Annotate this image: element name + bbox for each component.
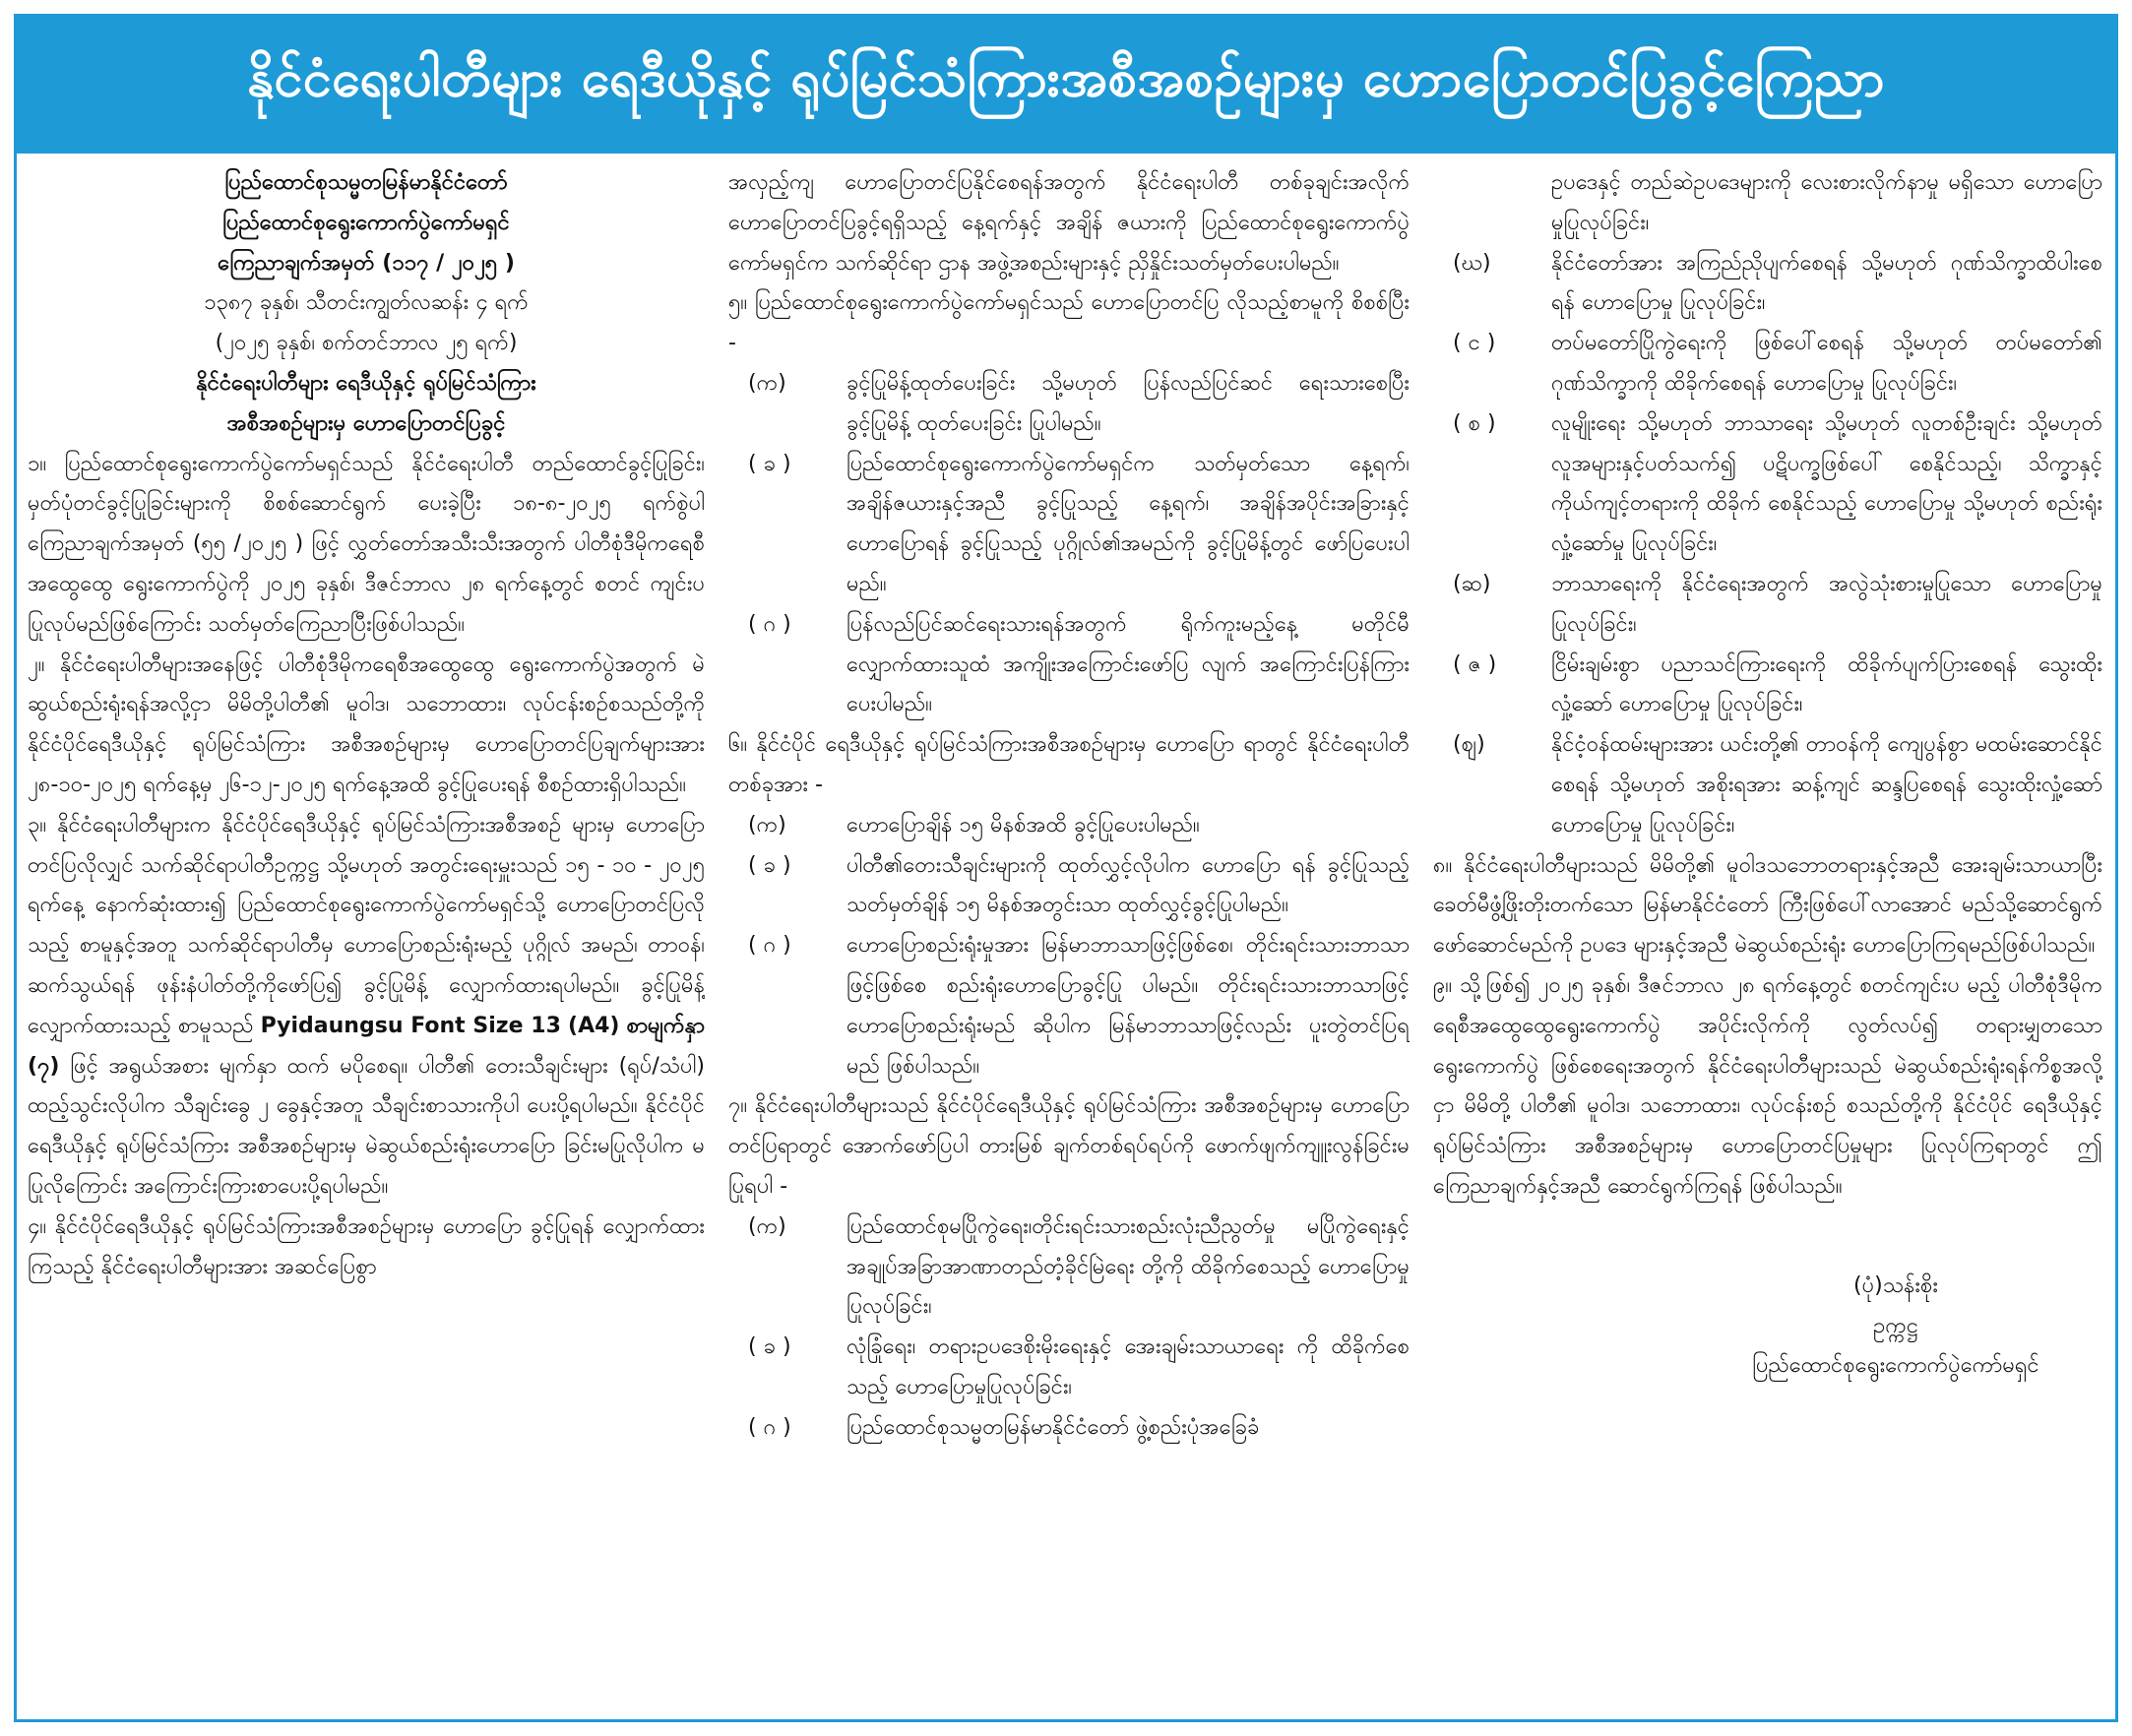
signature-name: (ပုံ)သန်းစိုး — [1853, 1272, 1938, 1298]
font-spec: Pyidaungsu Font Size 13 — [260, 1013, 561, 1038]
list-item-text: နိုင်ငံ့ဝန်ထမ်းများအား ယင်းတို့၏ တာဝန်ကို ကျေပွန်စွာ မထမ်းဆောင်နိုင်စေရန် သို့မဟုတ် အစိုးရအား ဆန့်ကျင် ဆန္ဒပြစေရန် သွေးထိုးလှုံ့ဆော် ဟောပြောမှု ပြုလုပ်ခြင်း၊ — [1551, 732, 2102, 837]
list-item-label: (ဆ) — [1453, 571, 1491, 596]
list-item-label: ( ဇ ) — [1453, 651, 1497, 677]
list-item-label: ( ခ ) — [748, 1334, 791, 1360]
paragraph-8: ၈။ နိုင်ငံရေးပါတီများသည် မိမိတို့၏ မူဝါဒသဘောတရားနှင့်အညီ အေးချမ်းသာယာပြီး ခေတ်မီဖွံ့ဖြိုးတိုးတက်သော မြန်မာနိုင်ငံတော် ကြီးဖြစ်ပေါ်လာအောင် မည်သို့ဆောင်ရွက်ဖော်ဆောင်မည်ကို ဥပဒေ များနှင့်အညီ မဲဆွယ်စည်းရုံး ဟောပြောကြရမည်ဖြစ်ပါသည်။ — [1433, 852, 2102, 959]
paragraph-1: ၁။ ပြည်ထောင်စုရွေးကောက်ပွဲကော်မရှင်သည် နိုင်ငံရေးပါတီ တည်ထောင်ခွင့်ပြုခြင်း၊ မှတ်ပုံတင်ခွင့်ပြုခြင်းများကို စိစစ်ဆောင်ရွက် ပေးခဲ့ပြီး ၁၈-၈-၂၀၂၅ ရက်စွဲပါ ကြေညာချက်အမှတ် (၅၅ /၂၀၂၅ ) ဖြင့် လွှတ်တော်အသီးသီးအတွက် ပါတီစုံဒီမိုကရေစီအထွေထွေ ရွေးကောက်ပွဲကို ၂၀၂၅ ခုနှစ်၊ ဒီဇင်ဘာလ ၂၈ ရက်နေ့တွင် စတင် ကျင်းပပြုလုပ်မည်ဖြစ်ကြောင်း သတ်မှတ်ကြေညာပြီးဖြစ်ပါသည်။ — [28, 451, 705, 637]
list-item-text: ငြိမ်းချမ်းစွာ ပညာသင်ကြားရေးကို ထိခိုက်ပျက်ပြားစေရန် သွေးထိုးလှုံ့ဆော် ဟောပြောမှု ပြုလုပ်ခြင်း၊ — [1551, 651, 2102, 717]
signature-organization: ပြည်ထောင်စုရွေးကောက်ပွဲကော်မရှင် — [1752, 1353, 2039, 1379]
paragraph-3 — [28, 806, 705, 1208]
list-item-label: ( ခ ) — [748, 852, 791, 878]
list-item — [728, 1208, 1410, 1328]
list-item — [728, 806, 1410, 846]
header-country: ပြည်ထောင်စုသမ္မတမြန်မာနိုင်ငံတော် — [224, 170, 508, 195]
list-item — [728, 1408, 1410, 1449]
list-item-label: ( စ ) — [1453, 410, 1496, 436]
header-gregorian-date: (၂၀၂၅ ခုနှစ်၊ စက်တင်ဘာလ ၂၅ ရက်) — [215, 331, 518, 356]
list-item-text: ပါတီ၏တေးသီချင်းများကို ထုတ်လွှင့်လိုပါက ဟောပြော ရန် ခွင့်ပြုသည့် သတ်မှတ်ချိန် ၁၅ မိနစ်အတွင်းသာ ထုတ်လွှင့်ခွင့်ပြုပါမည်။ — [847, 852, 1410, 918]
header-subject-line1: နိုင်ငံရေးပါတီများ ရေဒီယိုနှင့် ရုပ်မြင်သံကြား — [196, 370, 536, 396]
list-item — [1433, 725, 2102, 845]
paragraph-3-text-b: ဖြင့် အရွယ်အစား မျက်နှာ ထက် မပိုစေရ။ ပါတီ၏ တေးသီချင်းများ (ရုပ်/သံပါ) ထည့်သွင်းလိုပါက သီချင်းခွေ ၂ ခွေနှင့်အတူ သီချင်းစာသားကိုပါ ပေးပို့ရပါမည်။ နိုင်ငံပိုင် ရေဒီယိုနှင့် ရုပ်မြင်သံကြား အစီအစဉ်များမှ မဲဆွယ်စည်းရုံးဟောပြော ခြင်းမပြုလိုပါက မပြုလိုကြောင်း အကြောင်းကြားစာပေးပို့ရပါမည်။ — [28, 1053, 705, 1199]
paragraph-9: ၉။ သို့ဖြစ်၍ ၂၀၂၅ ခုနှစ်၊ ဒီဇင်ဘာလ ၂၈ ရက်နေ့တွင် စတင်ကျင်းပ မည့် ပါတီစုံဒီမိုကရေစီအထွေထွေရွေးကောက်ပွဲ အပိုင်းလိုက်ကို လွတ်လပ်၍ တရားမျှတသော ရွေးကောက်ပွဲ ဖြစ်စေရေးအတွက် နိုင်ငံရေးပါတီများသည် မဲဆွယ်စည်းရုံးရန်ကိစ္စအလို့ငှာ မိမိတို့ ပါတီ၏ မူဝါဒ၊ သဘောထား၊ လုပ်ငန်းစဉ် စသည်တို့ကို နိုင်ငံပိုင် ရေဒီယိုနှင့် ရုပ်မြင်သံကြား အစီအစဉ်များမှ ဟောပြောတင်ပြမှုများ ပြုလုပ်ကြရာတွင် ဤကြေညာချက်နှင့်အညီ ဆောင်ရွက်ကြရန် ဖြစ်ပါသည်။ — [1433, 972, 2102, 1199]
list-item-continued — [1433, 163, 2102, 244]
list-item — [1433, 244, 2102, 325]
header-myanmar-date: ၁၃၈၇ ခုနှစ်၊ သီတင်းကျွတ်လဆန်း ၄ ရက် — [204, 290, 529, 316]
list-item-text: လူမျိုးရေး သို့မဟုတ် ဘာသာရေး သို့မဟုတ် လူတစ်ဦးချင်း သို့မဟုတ် လူအများနှင့်ပတ်သက်၍ ပဋိပက္ခဖြစ်ပေါ် စေနိုင်သည့်၊ သိက္ခာနှင့် ကိုယ်ကျင့်တရားကို ထိခိုက် စေနိုင်သည့် ဟောပြောမှု သို့မဟုတ် စည်းရုံးလှုံ့ဆော်မှု ပြုလုပ်ခြင်း၊ — [1551, 410, 2102, 557]
announcement-header — [28, 163, 705, 445]
list-item-text: ပြည်ထောင်စုမပြိုကွဲရေး၊တိုင်းရင်းသားစည်းလုံးညီညွတ်မှု မပြိုကွဲရေးနှင့် အချုပ်အခြာအာဏာတည်တံ့ခိုင်မြဲရေး တို့ကို ထိခိုက်စေသည့် ဟောပြောမှု ပြုလုပ်ခြင်း၊ — [847, 1213, 1410, 1320]
list-item-label: ( ဂ ) — [748, 1414, 791, 1440]
list-item — [728, 445, 1410, 605]
list-item — [728, 605, 1410, 725]
header-commission: ပြည်ထောင်စုရွေးကောက်ပွဲကော်မရှင် — [222, 210, 510, 235]
paragraph-7: ၇။ နိုင်ငံရေးပါတီများသည် နိုင်ငံပိုင်ရေဒီယိုနှင့် ရုပ်မြင်သံကြား အစီအစဉ်များမှ ဟောပြောတင်ပြရာတွင် အောက်ဖော်ပြပါ တားမြစ် ချက်တစ်ရပ်ရပ်ကို ဖောက်ဖျက်ကျူးလွန်ခြင်းမပြုရပါ - — [728, 1093, 1410, 1199]
paper-size: (A4) — [568, 1013, 620, 1038]
paragraph-5: ၅။ ပြည်ထောင်စုရွေးကောက်ပွဲကော်မရှင်သည် ဟောပြောတင်ပြ လိုသည့်စာမူကို စိစစ်ပြီး - — [728, 290, 1410, 356]
list-item-text: ဥပဒေနှင့် တည်ဆဲဥပဒေများကို လေးစားလိုက်နာမှု မရှိသော ဟောပြောမှုပြုလုပ်ခြင်း၊ — [1551, 170, 2102, 235]
list-item-text: တပ်မတော်ပြိုကွဲရေးကို ဖြစ်ပေါ်စေရန် သို့မဟုတ် တပ်မတော်၏ ဂုဏ်သိက္ခာကို ထိခိုက်စေရန် ဟောပြောမှု ပြုလုပ်ခြင်း၊ — [1551, 331, 2102, 396]
list-item — [728, 846, 1410, 927]
list-item — [1433, 565, 2102, 646]
list-item — [1433, 646, 2102, 726]
header-announcement-number: ကြေညာချက်အမှတ် (၁၁၇ / ၂၀၂၅ ) — [218, 250, 515, 276]
title-banner — [14, 14, 2118, 154]
list-item-label: (က) — [748, 812, 786, 837]
list-item-text: ခွင့်ပြုမိန့်ထုတ်ပေးခြင်း သို့မဟုတ် ပြန်လည်ပြင်ဆင် ရေးသားစေပြီး ခွင့်ပြုမိန့် ထုတ်ပေးခြင်း ပြုပါမည်။ — [847, 370, 1410, 436]
list-item — [728, 926, 1410, 1086]
list-item-label: ( ဂ ) — [748, 611, 791, 637]
page-title: နိုင်ငံရေးပါတီများ ရေဒီယိုနှင့် ရုပ်မြင်သံကြားအစီအစဉ်များမှ ဟောပြောတင်ပြခွင့်ကြေညာ — [246, 49, 1886, 108]
list-item-text: ဟောပြောချိန် ၁၅ မိနစ်အထိ ခွင့်ပြုပေးပါမည်။ — [847, 812, 1200, 837]
list-item-label: (ဃ) — [1453, 250, 1491, 276]
paragraph-6: ၆။ နိုင်ငံပိုင် ရေဒီယိုနှင့် ရုပ်မြင်သံကြားအစီအစဉ်များမှ ဟောပြော ရာတွင် နိုင်ငံရေးပါတီ တစ်ခုအား - — [728, 732, 1410, 797]
paragraph-4: ၄။ နိုင်ငံပိုင်ရေဒီယိုနှင့် ရုပ်မြင်သံကြားအစီအစဉ်များမှ ဟောပြော ခွင့်ပြုရန် လျှောက်ထားကြသည့် နိုင်ငံရေးပါတီများအား အဆင်ပြေစွာ — [28, 1213, 705, 1279]
paragraph-4-continued: အလှည့်ကျ ဟောပြောတင်ပြနိုင်စေရန်အတွက် နိုင်ငံရေးပါတီ တစ်ခုချင်းအလိုက် ဟောပြောတင်ပြခွင့်ရရှိသည့် နေ့ရက်နှင့် အချိန် ဇယားကို ပြည်ထောင်စုရွေးကောက်ပွဲကော်မရှင်က သက်ဆိုင်ရာ ဌာန အဖွဲ့အစည်းများနှင့် ညှိနှိုင်းသတ်မှတ်ပေးပါမည်။ — [728, 170, 1410, 276]
list-item — [728, 364, 1410, 445]
column-3 — [1433, 163, 2102, 1708]
list-item-label: ( င ) — [1453, 331, 1496, 356]
list-item-text: ပြည်ထောင်စုရွေးကောက်ပွဲကော်မရှင်က သတ်မှတ်သော နေ့ရက်၊ အချိန်ဇယားနှင့်အညီ ခွင့်ပြုသည့် နေ့ရက်၊ အချိန်အပိုင်းအခြားနှင့် ဟောပြောရန် ခွင့်ပြုသည့် ပုဂ္ဂိုလ်၏အမည်ကို ခွင့်ပြုမိန့်တွင် ဖော်ပြပေးပါမည်။ — [847, 451, 1410, 596]
list-item-text: ပြည်ထောင်စုသမ္မတမြန်မာနိုင်ငံတော် ဖွဲ့စည်းပုံအခြေခံ — [847, 1414, 1260, 1440]
list-item-text: ဘာသာရေးကို နိုင်ငံရေးအတွက် အလွဲသုံးစားမှုပြုသော ဟောပြောမှုပြုလုပ်ခြင်း၊ — [1551, 571, 2102, 637]
list-item — [728, 1328, 1410, 1408]
list-item-label: ( ဂ ) — [748, 933, 791, 959]
paragraph-3-text-a: ၃။ နိုင်ငံရေးပါတီများက နိုင်ငံပိုင်ရေဒီယိုနှင့် ရုပ်မြင်သံကြားအစီအစဉ် များမှ ဟောပြော တင်ပြလိုလျှင် သက်ဆိုင်ရာပါတီဥက္ကဋ္ဌ သို့မဟုတ် အတွင်းရေးမှူးသည် ၁၅ - ၁၀ - ၂၀၂၅ ရက်နေ့ နောက်ဆုံးထား၍ ပြည်ထောင်စုရွေးကောက်ပွဲကော်မရှင်သို့ ဟောပြောတင်ပြလိုသည့် စာမူနှင့်အတူ သက်ဆိုင်ရာပါတီမှ ဟောပြောစည်းရုံးမည့် ပုဂ္ဂိုလ် အမည်၊ တာဝန်၊ ဆက်သွယ်ရန် ဖုန်းနံပါတ်တို့ကိုဖော်ပြ၍ ခွင့်ပြုမိန့် လျှောက်ထားရပါမည်။ ခွင့်ပြုမိန့် လျှောက်ထားသည့် စာမူသည် — [28, 812, 705, 1038]
header-subject-line2: အစီအစဉ်များမှ ဟောပြောတင်ပြခွင့် — [226, 410, 506, 436]
column-1 — [28, 163, 705, 1708]
list-item-label: (က) — [748, 370, 786, 396]
list-item-text: နိုင်ငံတော်အား အကြည်ညိုပျက်စေရန် သို့မဟုတ် ဂုဏ်သိက္ခာထိပါးစေရန် ဟောပြောမှု ပြုလုပ်ခြင်း၊ — [1551, 250, 2102, 316]
list-item — [1433, 324, 2102, 404]
list-item — [1433, 404, 2102, 565]
column-2 — [728, 163, 1410, 1708]
list-item-label: ( ခ ) — [748, 451, 791, 476]
list-item-text: လုံခြုံရေး၊ တရားဥပဒေစိုးမိုးရေးနှင့် အေးချမ်းသာယာရေး ကို ထိခိုက်စေသည့် ဟောပြောမှုပြုလုပ်ခြင်း၊ — [847, 1334, 1410, 1399]
signature-title: ဥက္ကဋ္ဌ — [1873, 1313, 1918, 1338]
list-item-text: ဟောပြောစည်းရုံးမှုအား မြန်မာဘာသာဖြင့်ဖြစ်စေ၊ တိုင်းရင်းသားဘာသာဖြင့်ဖြစ်စေ စည်းရုံးဟောပြောခွင့်ပြု ပါမည်။ တိုင်းရင်းသားဘာသာဖြင့် ဟောပြောစည်းရုံးမည် ဆိုပါက မြန်မာဘာသာဖြင့်လည်း ပူးတွဲတင်ပြရမည် ဖြစ်ပါသည်။ — [847, 933, 1410, 1079]
paragraph-2: ၂။ နိုင်ငံရေးပါတီများအနေဖြင့် ပါတီစုံဒီမိုကရေစီအထွေထွေ ရွေးကောက်ပွဲအတွက် မဲဆွယ်စည်းရုံးရန်အလို့ငှာ မိမိတို့ပါတီ၏ မူဝါဒ၊ သဘောထား၊ လုပ်ငန်းစဉ်စသည်တို့ကို နိုင်ငံပိုင်ရေဒီယိုနှင့် ရုပ်မြင်သံကြား အစီအစဉ်များမှ ဟောပြောတင်ပြချက်များအား ၂၈-၁၀-၂၀၂၅ ရက်နေ့မှ ၂၆-၁၂-၂၀၂၅ ရက်နေ့အထိ ခွင့်ပြုပေးရန် စီစဉ်ထားရှိပါသည်။ — [28, 651, 705, 797]
page-limit: စာမျက်နှာ (၇) — [28, 1013, 705, 1079]
list-item-text: ပြန်လည်ပြင်ဆင်ရေးသားရန်အတွက် ရိုက်ကူးမည့်နေ့ မတိုင်မီ လျှောက်ထားသူထံ အကျိုးအကြောင်းဖော်ပြ လျက် အကြောင်းပြန်ကြားပေးပါမည်။ — [847, 611, 1410, 717]
list-item-label: (ဈ) — [1453, 732, 1485, 758]
list-item-label: (က) — [748, 1213, 786, 1239]
